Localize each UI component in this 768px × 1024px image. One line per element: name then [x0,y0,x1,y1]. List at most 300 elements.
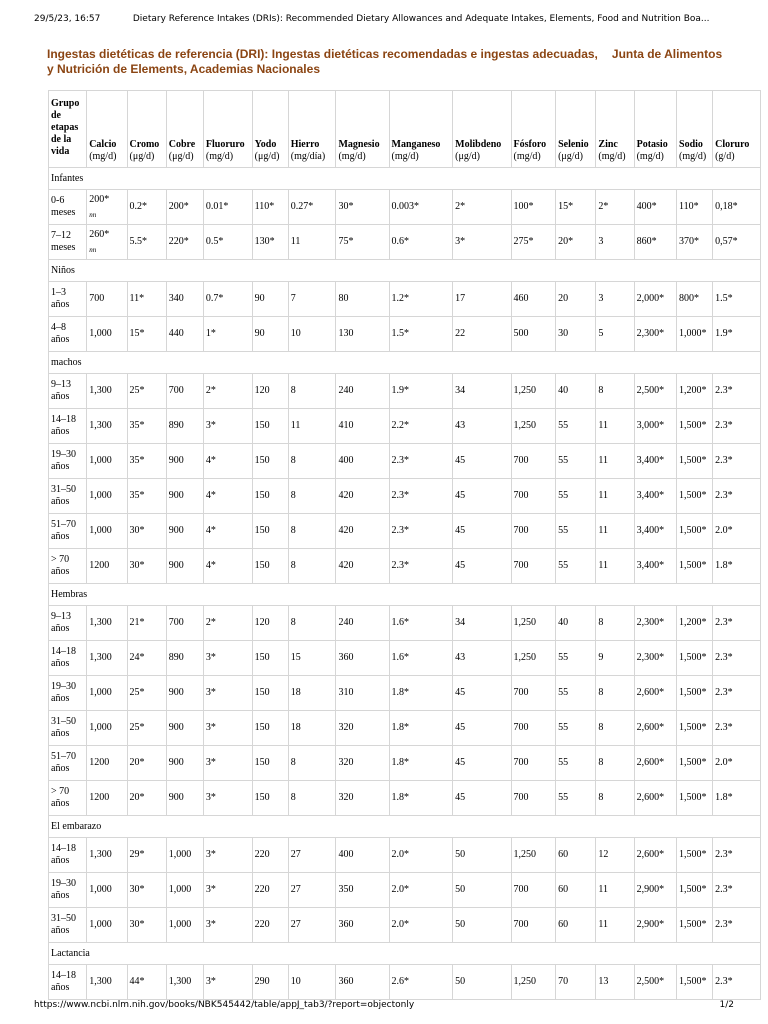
cell-value: 360 [338,919,354,930]
cell-value: 150 [254,687,270,698]
column-header [453,91,511,168]
table-cell [453,282,511,317]
table-cell [288,225,336,260]
cell-value: 2.3* [715,385,733,396]
cell-value: 2* [455,201,466,212]
table-cell [453,746,511,781]
table-cell [596,549,634,584]
cell-value: 2,500* [636,385,665,396]
table-cell [252,838,288,873]
cell-value: 1.9* [391,385,410,396]
table-cell [166,479,203,514]
table-cell [511,479,556,514]
column-header-name: Calcio [89,139,117,150]
cell-value: 2.3* [715,884,733,895]
table-cell [252,374,288,409]
cell-value: 1200 [89,757,110,768]
table-cell [453,711,511,746]
table-cell [556,873,596,908]
row-label [49,409,87,444]
table-cell [713,225,761,260]
cell-value: 1.8* [391,757,410,768]
table-cell [336,908,389,943]
table-cell [634,479,676,514]
table-cell [511,873,556,908]
table-cell [453,479,511,514]
table-cell [556,838,596,873]
section-row [49,168,761,190]
table-cell [556,746,596,781]
cell-value: 30* [129,919,145,930]
cell-value: 3* [205,919,216,930]
table-cell [556,374,596,409]
cell-value: 19–30 años [51,878,76,901]
cell-value: 11 [598,525,609,536]
table-cell [336,190,389,225]
table-cell [288,838,336,873]
table-cell [127,225,166,260]
cell-value: 2,000* [636,293,665,304]
table-cell [556,409,596,444]
table-cell [713,606,761,641]
cell-value: 43 [455,652,466,663]
cell-value: 2,300* [636,617,665,628]
cell-value: 1,000 [89,525,112,536]
cell-value: 4* [205,560,216,571]
table-cell [511,781,556,816]
section-label: Hembras [49,584,761,606]
cell-value: 75* [338,236,354,247]
cell-value: 320 [338,722,354,733]
table-cell [713,479,761,514]
cell-value: 2.3* [715,849,733,860]
cell-value: 14–18 años [51,646,76,669]
cell-value: 8 [598,757,604,768]
cell-value: 320 [338,757,354,768]
table-row [49,873,761,908]
cell-value: 1.8* [391,722,410,733]
table-cell [677,746,713,781]
column-header-name: Yodo [254,139,277,150]
table-cell [203,641,252,676]
column-header-unit: (mg/día) [290,151,326,162]
column-header [389,91,453,168]
cell-value: 900 [168,525,184,536]
cell-value: 1,300 [89,385,112,396]
row-label [49,781,87,816]
table-row [49,282,761,317]
cell-value: 11 [290,236,301,247]
table-cell [677,190,713,225]
row-label [49,190,87,225]
table-row [49,479,761,514]
cell-value: 900 [168,757,184,768]
table-cell [127,746,166,781]
table-cell [203,479,252,514]
table-cell [389,514,453,549]
table-row [49,606,761,641]
table-cell [336,282,389,317]
footnote-marker: nn [89,210,97,219]
cell-value: 3,400* [636,455,665,466]
table-cell [453,676,511,711]
cell-value: 51–70 años [51,519,76,542]
cell-value: 1,200* [679,385,707,396]
cell-value: 0.01* [205,201,229,212]
cell-value: 700 [513,919,529,930]
cell-value: 2,300* [636,328,665,339]
table-row [49,317,761,352]
cell-value: 44* [129,976,145,987]
cell-value: 55 [558,420,569,431]
table-cell [453,606,511,641]
column-header [127,91,166,168]
table-cell [389,676,453,711]
cell-value: 2,600* [636,722,665,733]
cell-value: 150 [254,722,270,733]
cell-value: 310 [338,687,354,698]
cell-value: 2.2* [391,420,410,431]
cell-value: 1,000 [168,849,192,860]
cell-value: 1.6* [391,617,410,628]
cell-value: 900 [168,490,184,501]
cell-value: 22 [455,328,466,339]
cell-value: 30 [558,328,569,339]
cell-value: 8 [598,687,604,698]
cell-value: 2.0* [391,849,410,860]
cell-value: 1,000 [89,455,112,466]
section-label: El embarazo [49,816,761,838]
cell-value: 2.3* [715,652,733,663]
cell-value: 1,200* [679,617,707,628]
table-cell [336,317,389,352]
cell-value: 3,400* [636,525,665,536]
table-body [49,168,761,1000]
cell-value: 11 [598,560,609,571]
cell-value: 55 [558,687,569,698]
cell-value: 45 [455,757,466,768]
cell-value: 3* [205,687,216,698]
table-cell [127,549,166,584]
table-cell [288,711,336,746]
cell-value: 2.3* [715,919,733,930]
table-cell [634,873,676,908]
cell-value: 55 [558,722,569,733]
table-cell [336,676,389,711]
table-cell [677,965,713,1000]
cell-value: 8 [290,757,296,768]
table-cell [252,781,288,816]
cell-value: 1,500* [679,976,707,987]
table-cell [713,873,761,908]
table-cell [453,641,511,676]
cell-value: 370* [679,236,700,247]
cell-value: 55 [558,792,569,803]
table-cell [677,374,713,409]
table-cell [634,282,676,317]
cell-value: 7–12 meses [51,230,76,253]
cell-value: > 70 años [51,786,70,809]
table-cell [87,676,127,711]
footer-url: https://www.ncbi.nlm.nih.gov/books/NBK545442/table/appJ_tab3/?report=objectonly [34,1000,415,1010]
cell-value: 40 [558,385,569,396]
cell-value: 8 [290,455,296,466]
cell-value: 1,300 [89,652,112,663]
cell-value: 0-6 meses [51,195,76,218]
table-cell [389,641,453,676]
cell-value: 1,300 [89,849,112,860]
section-row [49,943,761,965]
cell-value: 8 [598,617,604,628]
cell-value: 1,000 [89,884,112,895]
cell-value: 10 [290,328,301,339]
table-cell [634,409,676,444]
table-cell [634,908,676,943]
row-label [49,444,87,479]
cell-value: 25* [129,687,145,698]
table-cell [596,479,634,514]
cell-value: 5.5* [129,236,147,247]
cell-value: 18 [290,687,301,698]
table-cell [127,317,166,352]
cell-value: 3* [205,884,216,895]
table-cell [677,606,713,641]
table-cell [87,225,127,260]
cell-value: 50 [455,976,466,987]
cell-value: 14–18 años [51,843,76,866]
column-header-unit: (μg/d) [558,151,583,162]
section-row [49,352,761,374]
cell-value: 4–8 años [51,322,70,345]
cell-value: 1,250 [513,420,537,431]
cell-value: 1,500* [679,420,707,431]
column-header-unit: (mg/d) [513,151,541,162]
cell-value: 150 [254,525,270,536]
footnote-marker: nn [89,245,97,254]
cell-value: 0.5* [205,236,224,247]
table-cell [288,444,336,479]
table-cell [127,479,166,514]
cell-value: 700 [513,722,529,733]
cell-value: 2.3* [715,420,733,431]
cell-value: 11 [598,420,609,431]
cell-value: 360 [338,652,354,663]
table-cell [336,873,389,908]
cell-value: 2,900* [636,919,665,930]
row-label [49,374,87,409]
table-cell [634,781,676,816]
table-cell [336,965,389,1000]
cell-value: 29* [129,849,145,860]
table-cell [87,746,127,781]
section-row [49,584,761,606]
cell-value: 11 [598,884,609,895]
cell-value: 90 [254,293,265,304]
cell-value: 360 [338,976,354,987]
table-cell [336,444,389,479]
table-cell [252,676,288,711]
cell-value: 700 [513,687,529,698]
cell-value: 19–30 años [51,681,76,704]
cell-value: 2,600* [636,792,665,803]
row-label [49,838,87,873]
cell-value: 220 [254,884,270,895]
table-cell [336,746,389,781]
table-cell [389,606,453,641]
cell-value: 240 [338,617,354,628]
table-cell [87,444,127,479]
table-cell [677,479,713,514]
cell-value: 0,18* [715,201,738,212]
cell-value: 9 [598,652,604,663]
cell-value: 14–18 años [51,970,76,993]
cell-value: 1,500* [679,687,707,698]
cell-value: 2.3* [391,525,410,536]
table-cell [203,374,252,409]
table-cell [87,514,127,549]
column-header-name: Fósforo [513,139,547,150]
section-label: Niños [49,260,761,282]
table-cell [389,225,453,260]
table-cell [389,838,453,873]
table-cell [127,711,166,746]
table-cell [389,549,453,584]
table-cell [634,190,676,225]
column-header-unit: (mg/d) [598,151,626,162]
table-cell [288,374,336,409]
table-cell [677,838,713,873]
table-cell [87,711,127,746]
table-cell [203,444,252,479]
cell-value: 420 [338,490,354,501]
table-cell [127,444,166,479]
cell-value: 1,500* [679,757,707,768]
table-cell [203,676,252,711]
cell-value: 55 [558,560,569,571]
table-cell [453,444,511,479]
table-cell [677,409,713,444]
column-header-name: Manganeso [391,139,441,150]
table-cell [166,190,203,225]
table-row [49,838,761,873]
table-cell [596,873,634,908]
table-row [49,711,761,746]
section-label: Infantes [49,168,761,190]
table-cell [677,676,713,711]
cell-value: 45 [455,560,466,571]
row-label [49,965,87,1000]
cell-value: 400* [636,201,657,212]
cell-value: 275* [513,236,534,247]
table-cell [511,190,556,225]
cell-value: 27 [290,884,301,895]
cell-value: 100* [513,201,534,212]
cell-value: 1,500* [679,525,707,536]
cell-value: 290 [254,976,270,987]
table-cell [203,606,252,641]
cell-value: 45 [455,792,466,803]
cell-value: 1,500* [679,919,707,930]
cell-value: 900 [168,722,184,733]
cell-value: 0.003* [391,201,420,212]
table-cell [713,711,761,746]
cell-value: 150 [254,455,270,466]
column-header-name: Potasio [636,139,668,150]
cell-value: 120 [254,385,270,396]
cell-value: 1.6* [391,652,410,663]
column-header-name: Cloruro [715,139,750,150]
table-cell [713,908,761,943]
cell-value: 2,300* [636,652,665,663]
table-cell [87,781,127,816]
table-cell [713,641,761,676]
table-cell [556,444,596,479]
table-cell [713,409,761,444]
table-cell [288,606,336,641]
cell-value: 420 [338,560,354,571]
column-header-name: Cromo [129,139,160,150]
cell-value: 700 [168,617,184,628]
cell-value: 1.8* [391,687,410,698]
table-cell [87,317,127,352]
cell-value: > 70 años [51,554,70,577]
cell-value: 30* [129,525,145,536]
cell-value: 3 [598,293,604,304]
cell-value: 2* [598,201,609,212]
table-cell [127,676,166,711]
table-cell [336,781,389,816]
table-cell [252,444,288,479]
column-header-unit: (mg/d) [89,151,117,162]
table-cell [556,317,596,352]
table-cell [389,873,453,908]
cell-value: 9–13 años [51,379,71,402]
cell-value: 8 [290,385,296,396]
cell-value: 2.3* [715,617,733,628]
cell-value: 50 [455,849,466,860]
table-cell [634,965,676,1000]
table-cell [511,225,556,260]
cell-value: 19–30 años [51,449,76,472]
table-cell [511,374,556,409]
row-label [49,282,87,317]
cell-value: 90 [254,328,265,339]
section-row [49,260,761,282]
table-cell [166,873,203,908]
table-cell [713,190,761,225]
table-cell [127,838,166,873]
cell-value: 11 [290,420,301,431]
cell-value: 2.0* [391,884,410,895]
cell-value: 400 [338,455,354,466]
cell-value: 20* [129,792,145,803]
table-cell [596,711,634,746]
cell-value: 860* [636,236,657,247]
cell-value: 11 [598,919,609,930]
table-cell [166,641,203,676]
row-label [49,676,87,711]
table-cell [713,746,761,781]
table-cell [87,282,127,317]
cell-value: 110* [679,201,699,212]
column-header [166,91,203,168]
cell-value: 10 [290,976,301,987]
table-cell [166,606,203,641]
cell-value: 700 [513,792,529,803]
row-label [49,514,87,549]
table-cell [252,479,288,514]
cell-value: 11* [129,293,145,304]
